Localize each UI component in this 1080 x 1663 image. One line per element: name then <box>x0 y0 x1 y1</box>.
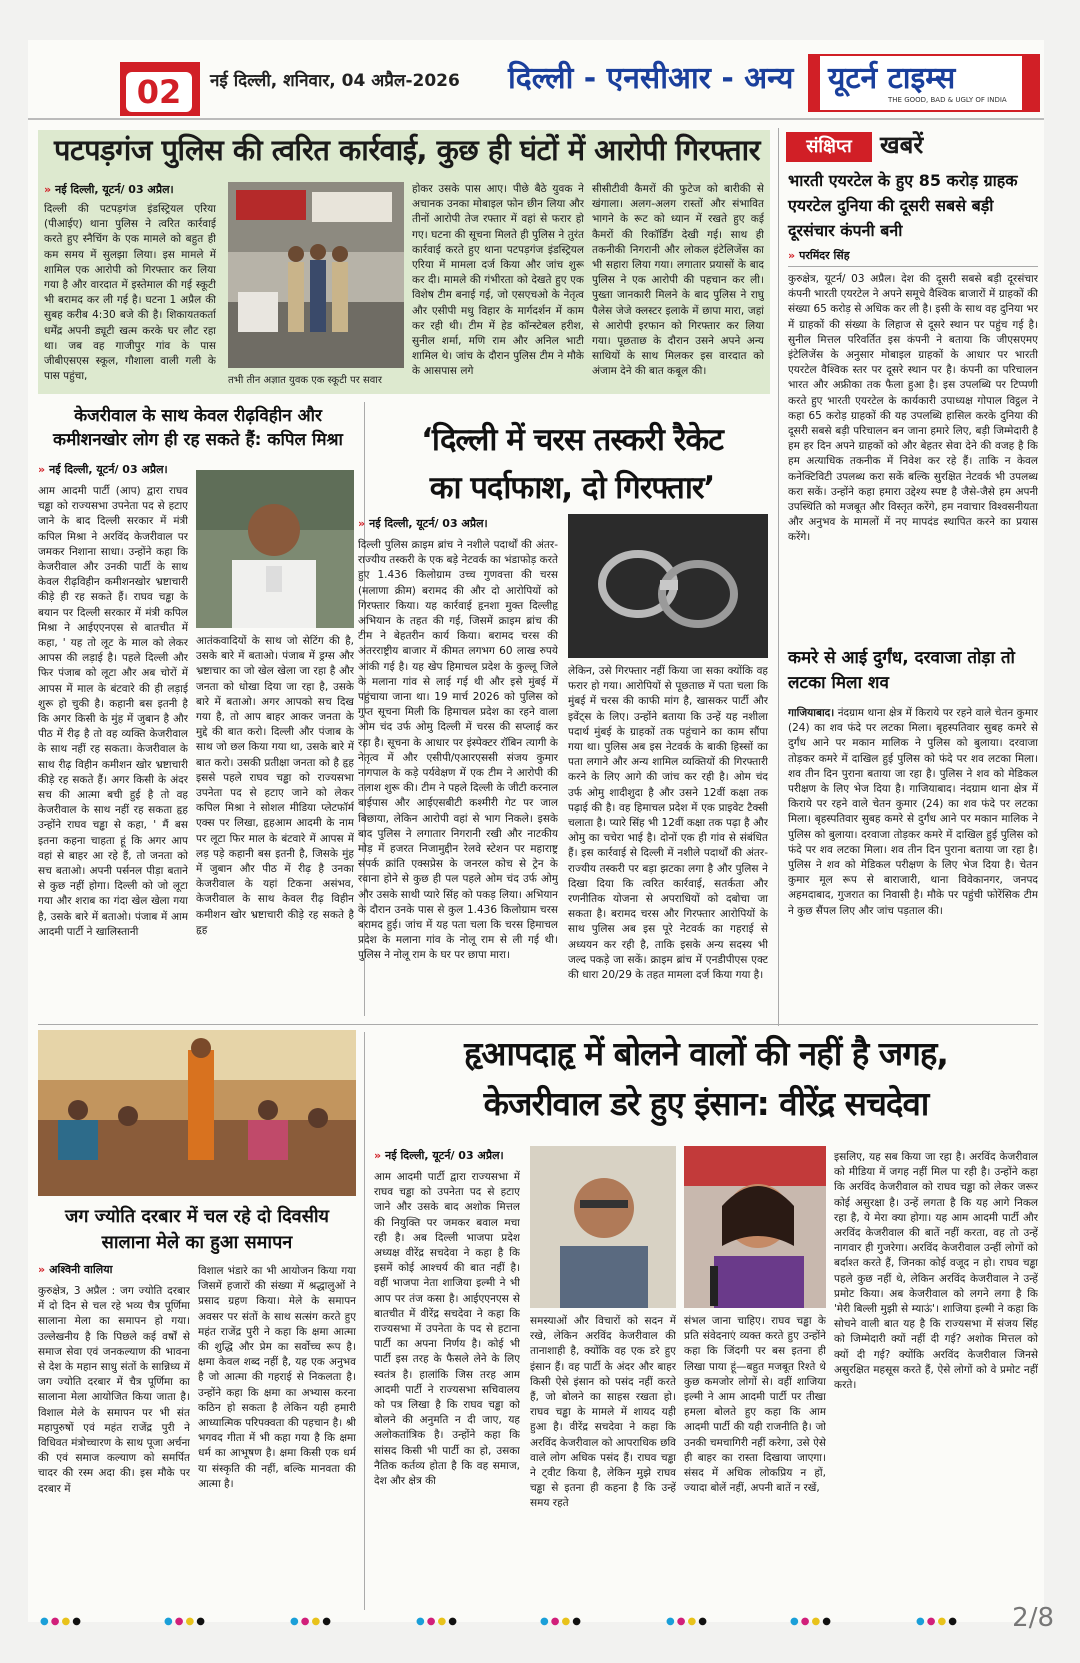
lead-column-4: सीसीटीवी कैमरों की फुटेज को बारीकी से खंगाला। अलग-अलग रास्तों और संभावित भागने के रूट को ध्यान में रखते हुए कई कैमरों की रिकॉर्डिंग देखी गई। साथ ही तकनीकी निगरानी और लोकल इंटेलिजेंस का भी सहारा लिया गया। लगातार प्रयासों के बाद पुलिस ने एक आरोपी की पहचान कर ली। पुख्ता जानकारी मिलने के बाद पुलिस ने राघु पैलेस जेजे क्लस्टर इलाके में छापा मारा, जहां से आरोपी इरफान को गिरफ्तार कर लिया गया। पूछताछ के दौरान उसने अपने अन्य साथियों के साथ मिलकर इस वारदात को अंजाम देने की बात कबूल की। <box>592 183 764 378</box>
jag-column-1: कुरुक्षेत्र, 3 अप्रैल : जग ज्योति दरबार में दो दिन से चल रहे भव्य चैत्र पूर्णिमा सालाना मेला का समापन हो गया। उल्लेखनीय है कि पिछले कई वर्षों से समाज सेवा एवं जनकल्याण की भावना से देश के महान साधु संतों के सान्निध्य में जग ज्योति दरबार में चैत्र पूर्णिमा का सालाना मेला आयोजित किया जाता है। विशाल मेले के समापन पर भी संत महापुरुषों एवं महंत राजेंद्र पुरी ने विधिवत मंत्रोच्चारण के साथ पूजा अर्चना की एवं समाज कल्याण को समर्पित चादर की रस्म अदा की। इस मौके पर दरबार में <box>38 1285 190 1495</box>
brand-tagline: THE GOOD, BAD & UGLY OF INDIA <box>888 96 1007 104</box>
mid-divider <box>38 1024 1038 1025</box>
virendra-headline-line-2: केजरीवाल डरे हुए इंसान: वीरेंद्र सचदेवा <box>483 1084 929 1123</box>
virendra-column-4: इसलिए, यह सब किया जा रहा है। अरविंद केजरीवाल को मीडिया में जगह नहीं मिल पा रही है। उन्होंने कहा कि अरविंद केजरीवाल को राघव चड्ढा को लेकर जरूर कोई असुरक्षा है। उन्हें लगता है कि यह आगे निकल रहा है, ये मेरा क्या होगा। यह आम आदमी पार्टी और अरविंद केजरीवाल की बातें नहीं करता, वह तो उन्हें नागवार ही गुजरेगा। अरविंद केजरीवाल उन्हीं लोगों को बर्दाश्त करते हैं, जिनका कोई वजूद न हो। राघव चड्ढा पहले कुछ नहीं थे, लेकिन अरविंद केजरीवाल ने उन्हें प्रमोट किया। अब केजरीवाल को लगने लगा है कि 'मेरी बिल्ली मुझी से म्याऊं'। शाजिया इल्मी ने कहा कि सोचने वाली बात यह है कि राज्यसभा में संजय सिंह को जिम्मेदारी क्यों नहीं दी गई? अशोक मित्तल को क्यों दी गई? क्योंकि अरविंद केजरीवाल जिनसे असुरक्षित महसूस करते हैं, ऐसे लोगों को वे प्रमोट नहीं करते। <box>834 1151 1038 1392</box>
virendra-headline-line-1: हृआपदाहृ में बोलने वालों की नहीं है जगह, <box>464 1034 948 1073</box>
right-column-divider <box>778 128 779 1026</box>
brief-body-2 <box>788 706 1038 1022</box>
lead-photo-caption: तभी तीन अज्ञात युवक एक स्कूटी पर सवार <box>228 375 382 386</box>
registration-dots-6: ●●●● <box>666 1616 709 1627</box>
brief-label: संक्षिप्त <box>786 132 872 162</box>
registration-dots-3: ●●●● <box>290 1616 333 1627</box>
charas-column-1: दिल्ली पुलिस क्राइम ब्रांच ने नशीले पदार्थों की अंतर-राज्यीय तस्करी के एक बड़े नेटवर्क का भंडाफोड़ करते हुए 1.436 किलोग्राम उच्च गुणवत्ता की चरस (मलाणा क्रीम) बरामद की और दो आरोपियों को गिरफ्तार किया। यह कार्रवाई हृनशा मुक्त दिल्लीहृ अभियान के तहत की गई, जिसमें क्राइम ब्रांच की टीम ने बेहतरीन कार्य किया। बरामद चरस की अंतरराष्ट्रीय बाजार में कीमत लगभग 60 लाख रुपये आंकी गई है। यह खेप हिमाचल प्रदेश के कुल्लू जिले के मलाना गांव से लाई गई थी और इसे मुंबई में पहुंचाया जाना था। 19 मार्च 2026 को पुलिस को गुप्त सूचना मिली कि हिमाचल प्रदेश का रहने वाला ओम चंद उर्फ ओमु दिल्ली में चरस की सप्लाई कर रहा है। सूचना के आधार पर इंस्पेक्टर रॉबिन त्यागी के नेतृत्व में और एसीपी/एआरएससी संजय कुमार नागपाल के कड़े पर्यवेक्षण में एक टीम ने आरोपी की तलाश शुरू की। टीम ने पहले दिल्ली के जीटी करनाल बाईपास और आईएसबीटी कश्मीरी गेट पर जाल बिछाया, लेकिन आरोपी वहां से भाग निकले। इसके बाद पुलिस ने लगातार निगरानी रखी और नाटकीय मोड़ में हजरत निजामुद्दीन रेलवे स्टेशन पर महाराष्ट्र संपर्क क्रांति एक्सप्रेस के जनरल कोच से ट्रेन के रवाना होने से कुछ ही पल पहले ओम चंद उर्फ ओमु और उसके साथी प्यारे सिंह को पकड़ लिया। अभियान के दौरान उनके पास से कुल 1.436 किलोग्राम चरस बरामद हुई। जांच में यह पता चला कि चरस हिमाचल प्रदेश के मलाना गांव के नोलू राम से ली गई थी। पुलिस ने नोलू राम के घर पर छापा मारा। <box>358 539 558 962</box>
registration-dots-5: ●●●● <box>540 1616 583 1627</box>
lead-photo <box>228 182 404 368</box>
header-divider <box>28 118 1044 120</box>
jag-headline: जग ज्योति दरबार में चल रहे दो दिवसीय सालाना मेले का हुआ समापन <box>65 1206 329 1253</box>
brief-body: कुरुक्षेत्र, यूटर्न/ 03 अप्रैल। देश की दूसरी सबसे बड़ी दूरसंचार कंपनी भारती एयरटेल ने अपने समूचे वैश्विक बाजारों में ग्राहकों की संख्या 65 करोड़ से अधिक कर ली है। इसी के साथ वह दुनिया भर में ग्राहकों की संख्या के लिहाज से दूसरे स्थान पर पहुंच गई है। सुनील मित्तल परिवर्तित इस कंपनी ने बताया कि जीएसएमए इंटेलिजेंस के अनुसार मोबाइल ग्राहकों के आधार पर भारती एयरटेल वैश्विक स्तर पर दूसरे स्थान पर है। कंपनी का परिचालन भारत और अफ्रीका तक फैला हुआ है। इस उपलब्धि पर टिप्पणी करते हुए भारती एयरटेल के कार्यकारी उपाध्यक्ष गोपाल विट्ठल ने कहा 65 करोड़ ग्राहकों की यह उपलब्धि हासिल करके दुनिया की दूसरी सबसे बड़ी परिचालन बन जाना हमारे लिए, बड़ी जिम्मेदारी है हम हर दिन अपने ग्राहकों को और बेहतर सेवा देने की वजह है कि हम अत्याधिक तकनीक में निवेश कर रहे हैं। ताकि न केवल कनेक्टिविटी उपलब्ध करा सकें बल्कि सुरक्षित नेटवर्क भी उपलब्ध करा सकें। उन्होंने कहा हमारा उद्देश्य स्पष्ट है जैसे-जैसे हम अपनी उपस्थिति को मजबूत और विस्तृत करेंगे, हम नवाचार विश्वसनीयता और अनुभव के मामलों में नए मापदंड स्थापित करने का प्रयास करेंगे। <box>788 273 1038 544</box>
brief-headline-2: कमरे से आई दुर्गंध, दरवाजा तोड़ा तो लटका मिला शव <box>788 648 1015 693</box>
virendra-column-2: समस्याओं और विचारों को सदन में रखे, लेकिन अरविंद केजरीवाल की तानाशाही है, क्योंकि वह एक डरे हुए इंसान हैं। वह पार्टी के अंदर और बाहर किसी ऐसे इंसान को पसंद नहीं करते हैं, जो बोलने का साहस रखता हो। राघव चड्ढा के मामले में शायद यही हुआ है। वीरेंद्र सचदेवा ने कहा कि अरविंद केजरीवाल को आपराधिक छवि वाले लोग अधिक पसंद हैं। राघव चड्ढा ने ट्वीट किया है, लेकिन मुझे राघव चड्ढा से इतना ही कहना है कि उन्हें समय रहते <box>530 1315 676 1510</box>
virendra-column-1: आम आदमी पार्टी द्वारा राज्यसभा में राघव चड्ढा को उपनेता पद से हटाए जाने और उसके बाद अशोक मित्तल की नियुक्ति पर जमकर बवाल मचा रही है। अब दिल्ली भाजपा प्रदेश अध्यक्ष वीरेंद्र सचदेवा ने कहा है कि इसमें कोई आश्चर्य की बात नहीं है। वहीं भाजपा नेता शाजिया इल्मी ने भी आप पर तंज कसा है। आईएएनएस से बातचीत में वीरेंद्र सचदेवा ने कहा कि राज्यसभा में उपनेता के पद से हटाना पार्टी का अपना निर्णय है। कोई भी पार्टी इस तरह के फैसले लेने के लिए स्वतंत्र है। हालांकि जिस तरह आम आदमी पार्टी ने राज्यसभा सचिवालय को पत्र लिखा है कि राघव चड्ढा को बोलने की अनुमति न दी जाए, यह अलोकतांत्रिक है। उन्होंने कहा कि सांसद किसी भी पार्टी का हो, उसका नैतिक कर्तव्य होता है कि वह समाज, देश और क्षेत्र की <box>374 1171 520 1488</box>
registration-dots-2: ●●●● <box>164 1616 207 1627</box>
jag-photo <box>38 1030 356 1196</box>
kapil-column-2: आतंकवादियों के साथ जो सेटिंग की है, उसके बारे में बताओ। पंजाब में ड्रग्स और भ्रष्टाचार का जो खेल खेला जा रहा है और जनता को धोखा दिया जा रहा है, उसके बारे में बताओ। अगर आपको सच दिख गया है, तो आप बाहर आकर जनता के मुद्दे की बात करो। दिल्ली और पंजाब के साथ जो छल किया गया था, उसके बारे में बात करो। उसकी प्रतीक्षा जनता को है हृह इससे पहले राघव चड्ढा को राज्यसभा उपनेता पद से हटाए जाने को लेकर कपिल मिश्रा ने सोशल मीडिया प्लेटफॉर्म एक्स पर लिखा, हृहआम आदमी के नाम पर लूटा फिर माल के बंटवारे में आपस में लड़ पड़े कहानी बस इतनी है, जिसके मुंह में जुबान और पीठ में रीढ़ है उनका केजरीवाल के यहां टिकना असंभव, केजरीवाल के साथ केवल रीढ़ विहीन कमीशन खोर भ्रष्टाचारी कीड़े रह सकते है हृह <box>196 635 354 936</box>
charas-byline: » नई दिल्ली, यूटर्न/ 03 अप्रैल। <box>358 517 488 530</box>
charas-headline-line-2: का पर्दाफाश, दो गिरफ्तार’ <box>429 470 715 506</box>
lead-story <box>38 130 770 394</box>
lead-column-3: होकर उसके पास आए। पीछे बैठे युवक ने अचानक उनका मोबाइल फोन छीन लिया और तीनों आरोपी तेज रफ्तार में वहां से फरार हो गए। घटना की सूचना मिलते ही पुलिस ने तुरंत कार्रवाई करते हुए थाना पटपड़गंज इंडस्ट्रियल एरिया में मामला दर्ज किया और जांच शुरू कर दी। मामले की गंभीरता को देखते हुए एक विशेष टीम बनाई गई, जो एसएचओ के नेतृत्व और एसीपी मधु विहार के मार्गदर्शन में काम कर रही थी। टीम में हेड कॉन्स्टेबल हरीश, सुनील शर्मा, मणि राम और अनिल भाटी शामिल थे। जांच के दौरान पुलिस टीम ने मौके के आसपास लगे <box>412 183 584 378</box>
brand-logo: यूटर्न टाइम्स <box>828 61 956 96</box>
jag-column-2: विशाल भंडारे का भी आयोजन किया गया जिसमें हजारों की संख्या में श्रद्धालुओं ने प्रसाद ग्रहण किया। मेले के समापन अवसर पर संतों के साथ सत्संग करते हुए महंत राजेंद्र पुरी ने कहा कि क्षमा आत्मा की शुद्धि और प्रेम का सर्वोच्च रूप है। क्षमा केवल शब्द नहीं है, यह एक अनुभव है जो आत्मा की गहराई से निकलता है। उन्होंने कहा कि क्षमा का अभ्यास करना कठिन हो सकता है लेकिन यही हमारी आध्यात्मिक परिपक्वता की पहचान है। श्री भगवद गीता में भी कहा गया है कि क्षमा धर्म का आभूषण है। क्षमा किसी एक धर्म या संस्कृति की नहीं, बल्कि मानवता की आत्मा है। <box>198 1265 356 1490</box>
virendra-photo <box>530 1146 676 1308</box>
lead-byline: » नई दिल्ली, यूटर्न/ 03 अप्रैल। <box>44 183 174 196</box>
kapil-byline: » नई दिल्ली, यूटर्न/ 03 अप्रैल। <box>38 463 168 476</box>
jag-divider <box>364 1032 365 1610</box>
jag-byline: » अश्विनी वालिया <box>38 1263 113 1276</box>
lead-headline: पटपड़गंज पुलिस की त्वरित कार्रवाई, कुछ ही घंटों में आरोपी गिरफ्तार <box>53 133 760 167</box>
masthead <box>28 52 1044 120</box>
brief-byline: » परमिंदर सिंह <box>788 249 850 262</box>
brief-label-2: खबरें <box>880 131 924 159</box>
virendra-byline: » नई दिल्ली, यूटर्न/ 03 अप्रैल। <box>374 1149 504 1162</box>
brief-body-2-text: नंदग्राम थाना क्षेत्र में किराये पर रहने वाले चेतन कुमार (24) का शव फंदे पर लटका मिला। बृहस्पतिवार सुबह कमरे से दुर्गंध आने पर मकान मालिक ने पुलिस को बुलाया। दरवाजा तोड़कर कमरे में दाखिल हुई पुलिस को फंदे पर शव लटका मिला। शव तीन दिन पुराना बताया जा रहा है। पुलिस ने शव को मेडिकल परीक्षण के लिए भेज दिया है। गाजियाबाद। नंदग्राम थाना क्षेत्र में किराये पर रहने वाले चेतन कुमार (24) का शव फंदे पर लटका मिला। बृहस्पतिवार सुबह कमरे से दुर्गंध आने पर मकान मालिक ने पुलिस को बुलाया। दरवाजा तोड़कर कमरे में दाखिल हुई पुलिस को फंदे पर शव लटका मिला। शव तीन दिन पुराना बताया जा रहा है। पुलिस ने शव को मेडिकल परीक्षण के लिए भेज दिया है। चेतन कुमार मूल रूप से बाराजारी, थाना विवेकानगर, जनपद अहमदाबाद, गुजरात का निवासी है। मौके पर पहुंची फोरेंसिक टीम ने कुछ सैंपल लिए और जांच पड़ताल की। <box>788 707 1038 917</box>
lead-column-1: दिल्ली की पटपड़गंज इंडस्ट्रियल एरिया (पीआईए) थाना पुलिस ने त्वरित कार्रवाई करते हुए स्नैचिंग के एक मामले को बहुत ही कम समय में सुलझा लिया। इस मामले में शामिल एक आरोपी को गिरफ्तार कर लिया गया है और वारदात में इस्तेमाल की गई स्कूटी भी बरामद कर ली गई है। घटना 1 अप्रैल की सुबह करीब 4:30 बजे की है। शिकायतकर्ता धर्मेंद्र अपनी ड्यूटी खत्म करके घर लौट रहा था। जब वह गाजीपुर गांव के पास जीबीएसएस स्कूल, गौशाला वाली गली के पास पहुंचा, <box>44 203 216 383</box>
section-title: दिल्ली - एनसीआर - अन्य <box>508 61 794 96</box>
charas-column-2: लेकिन, उसे गिरफ्तार नहीं किया जा सका क्योंकि वह फरार हो गया। आरोपियों से पूछताछ में पता चला कि मुंबई में चरस की काफी मांग है, खासकर पार्टी और इवेंट्स के लिए। उन्होंने बताया कि उन्हें यह नशीला पदार्थ मुंबई के ग्राहकों तक पहुंचाने का काम सौंपा गया था। पुलिस अब इस नेटवर्क के बाकी हिस्सों का पता लगाने और अन्य शामिल व्यक्तियों की गिरफ्तारी करने के लिए आगे की जांच कर रही है। ओम चंद उर्फ ओमु शादीशुदा है और उसने 12वीं कक्षा तक पढ़ाई की है। वह हिमाचल प्रदेश में एक प्राइवेट टैक्सी चलाता है। प्यारे सिंह भी 12वीं कक्षा तक पढ़ा है और ओमु का चचेरा भाई है। दोनों एक ही गांव से संबंधित हैं। इस कार्रवाई से दिल्ली में नशीले पदार्थों की अंतर-राज्यीय तस्करी पर बड़ा झटका लगा है और पुलिस ने दिखा दिया कि त्वरित कार्रवाई, सतर्कता और रणनीतिक योजना से अपराधियों को दबोचा जा सकता है। बरामद चरस और गिरफ्तार आरोपियों के साथ पुलिस अब इस पूरे नेटवर्क का गहराई से अध्ययन कर रही है, ताकि इसके अन्य सदस्य भी जल्द पकड़े जा सकें। क्राइम ब्रांच में एनडीपीएस एक्ट की धारा 20/29 के तहत मामला दर्ज किया गया है। <box>568 665 768 982</box>
brief-rule <box>788 266 1038 267</box>
kapil-column-1: आम आदमी पार्टी (आप) द्वारा राघव चड्ढा को राज्यसभा उपनेता पद से हटाए जाने के बाद दिल्ली सरकार में मंत्री कपिल मिश्रा ने अरविंद केजरीवाल पर जमकर निशाना साधा। उन्होंने कहा कि केजरीवाल और उनकी पार्टी के साथ केवल रीढ़विहीन कमीशनखोर भ्रष्टाचारी कीड़े ही रह सकते हैं। राघव चड्ढा के बयान पर दिल्ली सरकार में मंत्री कपिल मिश्रा ने आईएएनएस से बातचीत में कहा, ' यह तो लूट के माल को लेकर आपस की लड़ाई है। पहले दिल्ली और फिर पंजाब को लूटा और अब चोरों में आपस में माल के बंटवारे की ही लड़ाई शुरू हो चुकी है। कहानी बस इतनी है कि अगर किसी के मुंह में जुबान है और पीठ में रीढ़ है तो वह व्यक्ति केजरीवाल के साथ नहीं रह सकता। केजरीवाल के साथ रीढ़ विहीन कमीशन खोर भ्रष्टाचारी कीड़े रह सकते हैं। अगर किसी के अंदर सच की आत्मा बची हुई है तो वह केजरीवाल के साथ नहीं रह सकता हृह उन्होंने राघव चड्ढा से कहा, ' मैं बस इतना कहना चाहता हूं कि अगर आप वहां से बाहर आ रहे हैं, तो जनता को सच बताओ। अपनी पर्सनल पीड़ा बताने से कुछ नहीं होगा। दिल्ली को जो लूटा गया और शराब का गंदा खेल खेला गया है, उसके बारे में बताओ। पंजाब में आम आदमी पार्टी ने खालिस्तानी <box>38 485 188 938</box>
date-line: नई दिल्ली, शनिवार, 04 अप्रैल-2026 <box>210 71 460 91</box>
charas-photo-handcuffs <box>568 514 768 658</box>
kapil-headline: केजरीवाल के साथ केवल रीढ़विहीन और कमीशनखोर लोग ही रह सकते हैं: कपिल मिश्रा <box>53 406 343 450</box>
registration-dots-7: ●●●● <box>790 1616 833 1627</box>
virendra-column-3: संभल जाना चाहिए। राघव चड्ढा के प्रति संवेदनाएं व्यक्त करते हुए उन्होंने कहा कि जिंदगी पर बस इतना ही लिखा पाया हूं—बहुत मजबूत रिश्ते थे कुछ कमजोर लोगों से। वहीं शाजिया इल्मी ने आम आदमी पार्टी पर तीखा हमला बोलते हुए कहा कि आम आदमी पार्टी की यही राजनीति है। जो उनकी चमचागिरी नहीं करेगा, उसे ऐसे ही बाहर का रास्ता दिखाया जाएगा। संसद में अधिक लोकप्रिय न हों, ज्यादा बोलें नहीं, अपनी बातें न रखें, <box>684 1315 826 1495</box>
registration-dots-1: ●●●● <box>40 1616 83 1627</box>
kapil-photo <box>196 470 354 628</box>
page-number: 02 <box>126 72 192 112</box>
registration-dots-8: ●●●● <box>916 1616 959 1627</box>
brief-dateline-2: गाजियाबाद। <box>788 707 835 719</box>
registration-dots-4: ●●●● <box>416 1616 459 1627</box>
charas-headline-line-1: ‘दिल्ली में चरस तस्करी रैकेट <box>421 422 723 458</box>
shazia-photo <box>684 1146 826 1308</box>
page-indicator: 2/8 <box>1012 1603 1054 1633</box>
brief-headline: भारती एयरटेल के हुए 85 करोड़ ग्राहक एयरटेल दुनिया की दूसरी सबसे बड़ी दूरसंचार कंपनी बनी <box>788 171 1018 240</box>
